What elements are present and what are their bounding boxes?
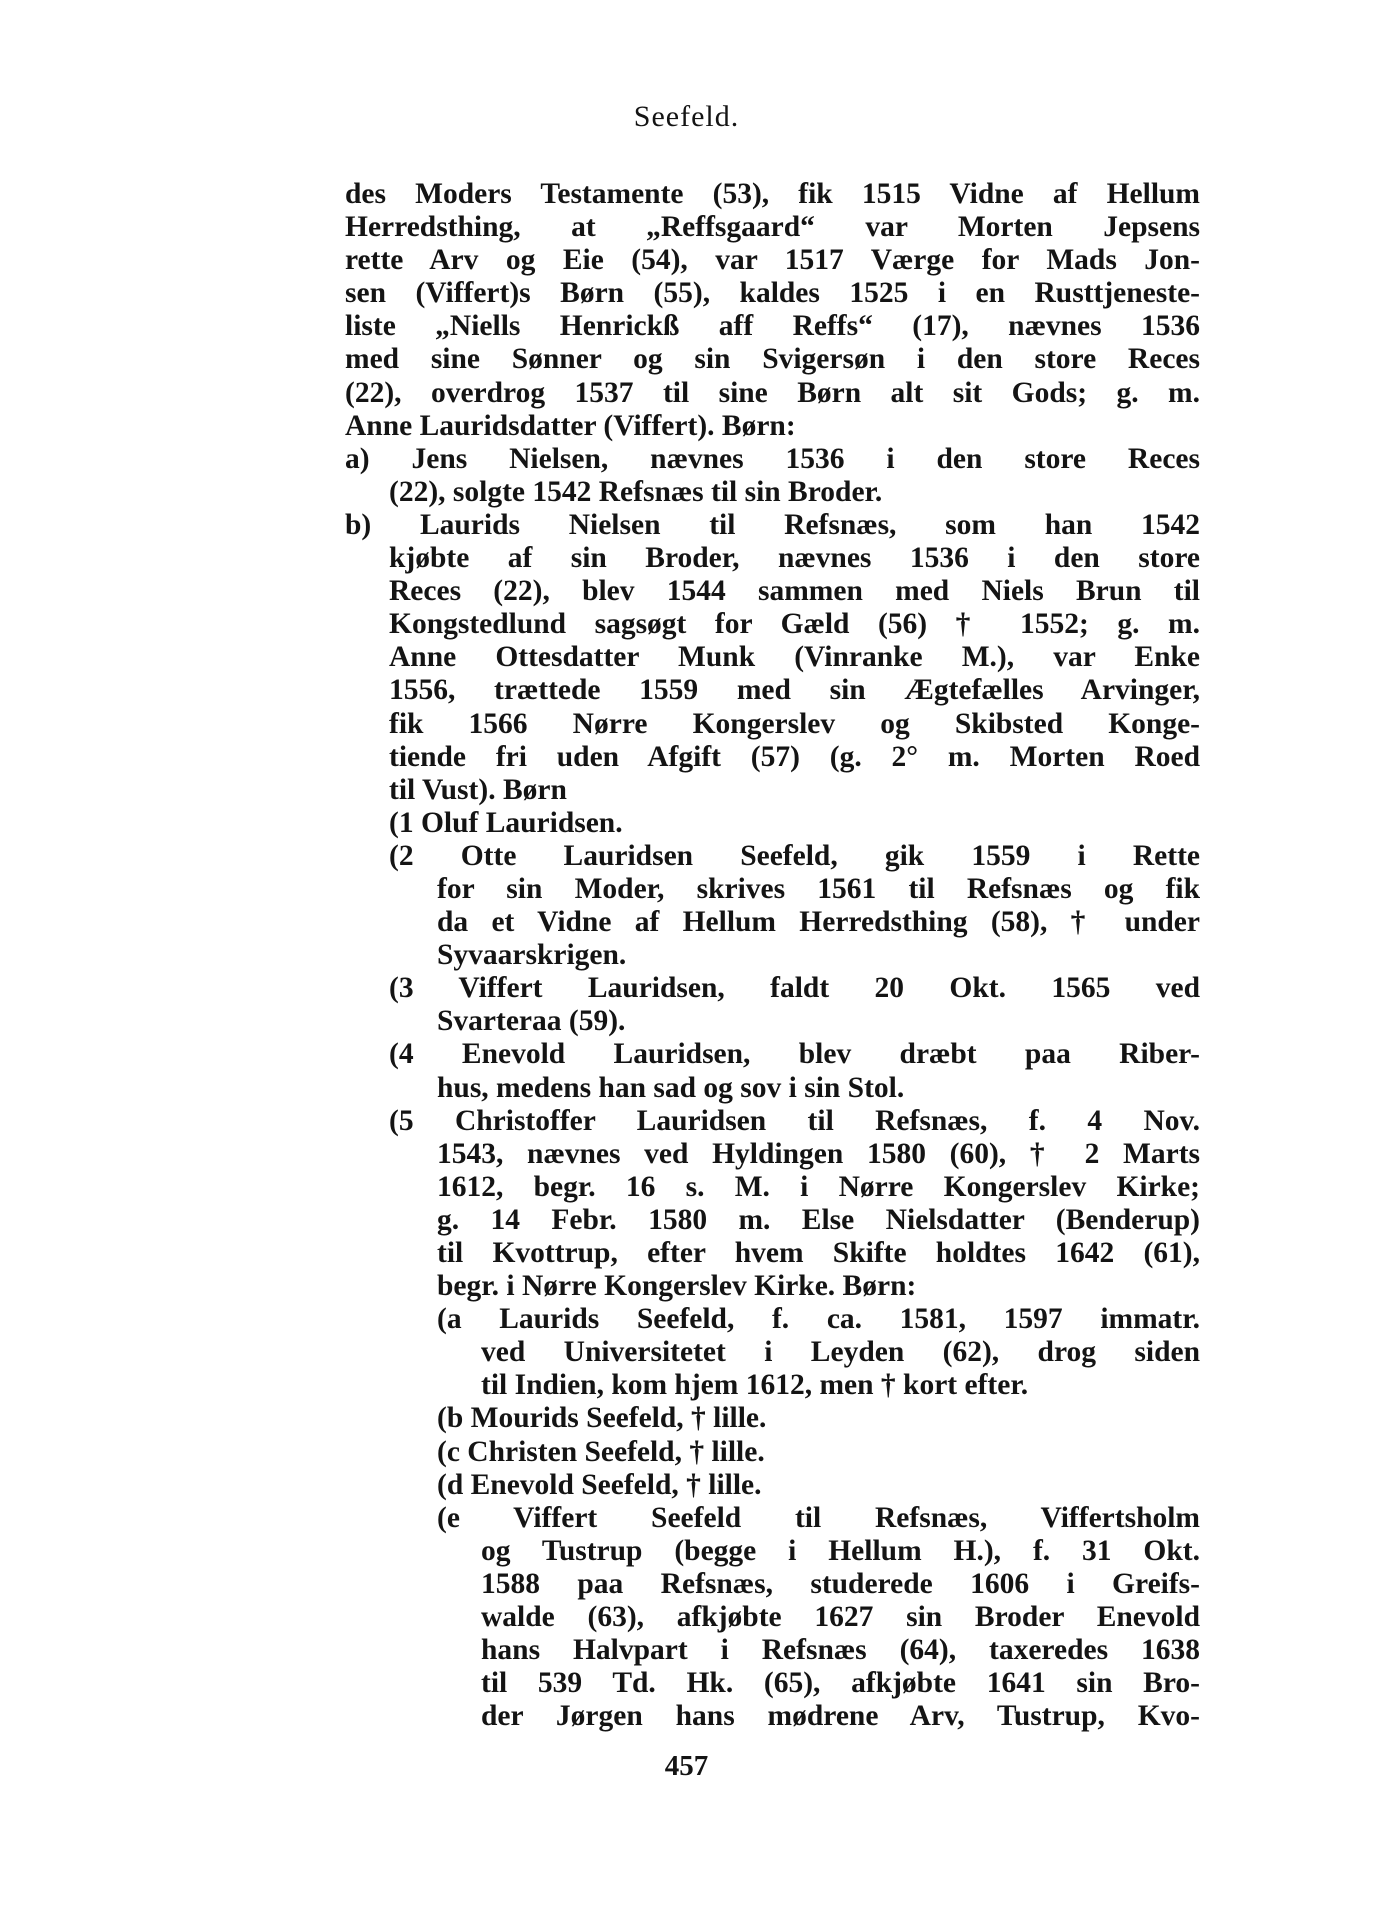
text-line: og Tustrup (begge i Hellum H.), f. 31 Okt.: [481, 1534, 1200, 1567]
text-line: (d Enevold Seefeld, † lille.: [437, 1468, 762, 1501]
text-line: ved Universitetet i Leyden (62), drog siden: [481, 1336, 1200, 1369]
text-line: (22), overdrog 1537 til sine Børn alt sit Gods; g. m.: [345, 376, 1200, 409]
text-line: (c Christen Seefeld, † lille.: [437, 1435, 765, 1468]
page-number: 457: [664, 1750, 709, 1782]
text-line: (4 Enevold Lauridsen, blev dræbt paa Riber-: [389, 1038, 1200, 1071]
text-line: 1543, nævnes ved Hyldingen 1580 (60), † 2 Marts: [437, 1137, 1200, 1170]
main-paragraph: [345, 178, 1200, 443]
text-line: 1556, trættede 1559 med sin Ægtefælles Arvinger,: [389, 674, 1200, 707]
grandchild-a: [345, 1303, 1200, 1402]
text-line: Syvaarskrigen.: [437, 939, 627, 972]
text-line: (b Mourids Seefeld, † lille.: [437, 1402, 767, 1435]
text-line: (e Viffert Seefeld til Refsnæs, Viffertsholm: [437, 1501, 1200, 1534]
text-line: (5 Christoffer Lauridsen til Refsnæs, f. 4 Nov.: [389, 1104, 1200, 1137]
text-line: (2 Otte Lauridsen Seefeld, gik 1559 i Rette: [389, 839, 1200, 872]
text-line: b) Laurids Nielsen til Refsnæs, som han 1542: [345, 508, 1200, 541]
text-line: Anne Ottesdatter Munk (Vinranke M.), var Enke: [389, 641, 1200, 674]
text-line: rette Arv og Eie (54), var 1517 Værge for Mads Jon-: [345, 244, 1200, 277]
text-line: des Moders Testamente (53), fik 1515 Vidne af Hellum: [345, 178, 1200, 210]
text-line: Kongstedlund sagsøgt for Gæld (56) † 1552; g. m.: [389, 608, 1200, 641]
child-2: [345, 840, 1200, 972]
grandchild-c: [345, 1436, 1200, 1469]
text-line: for sin Moder, skrives 1561 til Refsnæs og fik: [437, 872, 1200, 905]
text-line: walde (63), afkjøbte 1627 sin Broder Enevold: [481, 1601, 1200, 1634]
text-line: (3 Viffert Lauridsen, faldt 20 Okt. 1565 ved: [389, 972, 1200, 1005]
text-line: til Vust). Børn: [389, 773, 567, 806]
text-line: Svarteraa (59).: [437, 1005, 626, 1038]
text-line: liste „Niells Henrickß aff Reffs“ (17), nævnes 1536: [345, 310, 1200, 343]
text-line: (a Laurids Seefeld, f. ca. 1581, 1597 immatr.: [437, 1303, 1200, 1336]
text-line: fik 1566 Nørre Kongerslev og Skibsted Konge-: [389, 707, 1200, 740]
text-line: (1 Oluf Lauridsen.: [389, 806, 623, 839]
grandchild-b: [345, 1402, 1200, 1435]
text-line: begr. i Nørre Kongerslev Kirke. Børn:: [437, 1270, 917, 1303]
grandchild-e: [345, 1502, 1200, 1734]
child-5: [345, 1105, 1200, 1304]
text-line: Reces (22), blev 1544 sammen med Niels Brun til: [389, 575, 1200, 608]
text-line: med sine Sønner og sin Svigersøn i den store Reces: [345, 343, 1200, 376]
entry-b: [345, 509, 1200, 807]
text-line: 1588 paa Refsnæs, studerede 1606 i Greifs-: [481, 1567, 1200, 1600]
child-1: [345, 807, 1200, 840]
text-line: da et Vidne af Hellum Herredsthing (58), † under: [437, 906, 1200, 939]
text-line: 1612, begr. 16 s. M. i Nørre Kongerslev Kirke;: [437, 1170, 1200, 1203]
text-line: tiende fri uden Afgift (57) (g. 2° m. Morten Roed: [389, 740, 1200, 773]
running-header: Seefeld.: [633, 100, 740, 133]
text-line: Herredsthing, at „Reffsgaard“ var Morten Jepsens: [345, 211, 1200, 244]
text-line: (22), solgte 1542 Refsnæs til sin Broder.: [389, 475, 883, 508]
grandchild-d: [345, 1469, 1200, 1502]
text-line: kjøbte af sin Broder, nævnes 1536 i den store: [389, 542, 1200, 575]
text-line: der Jørgen hans mødrene Arv, Tustrup, Kvo-: [481, 1700, 1200, 1733]
text-line: g. 14 Febr. 1580 m. Else Nielsdatter (Benderup): [437, 1203, 1200, 1236]
child-4: [345, 1038, 1200, 1104]
child-3: [345, 972, 1200, 1038]
text-line: a) Jens Nielsen, nævnes 1536 i den store Reces: [345, 442, 1200, 475]
body-text: [345, 178, 1200, 1733]
text-line: til Kvottrup, efter hvem Skifte holdtes 1642 (61),: [437, 1237, 1200, 1269]
text-line: hus, medens han sad og sov i sin Stol.: [437, 1071, 905, 1104]
text-line: til Indien, kom hjem 1612, men † kort efter.: [481, 1369, 1029, 1402]
text-line: Anne Lauridsdatter (Viffert). Børn:: [345, 409, 796, 442]
text-line: til 539 Td. Hk. (65), afkjøbte 1641 sin Bro-: [481, 1667, 1200, 1700]
text-line: hans Halvpart i Refsnæs (64), taxeredes 1638: [481, 1634, 1200, 1667]
text-line: sen (Viffert)s Børn (55), kaldes 1525 i en Rusttjeneste-: [345, 277, 1200, 310]
entry-a: [345, 443, 1200, 509]
